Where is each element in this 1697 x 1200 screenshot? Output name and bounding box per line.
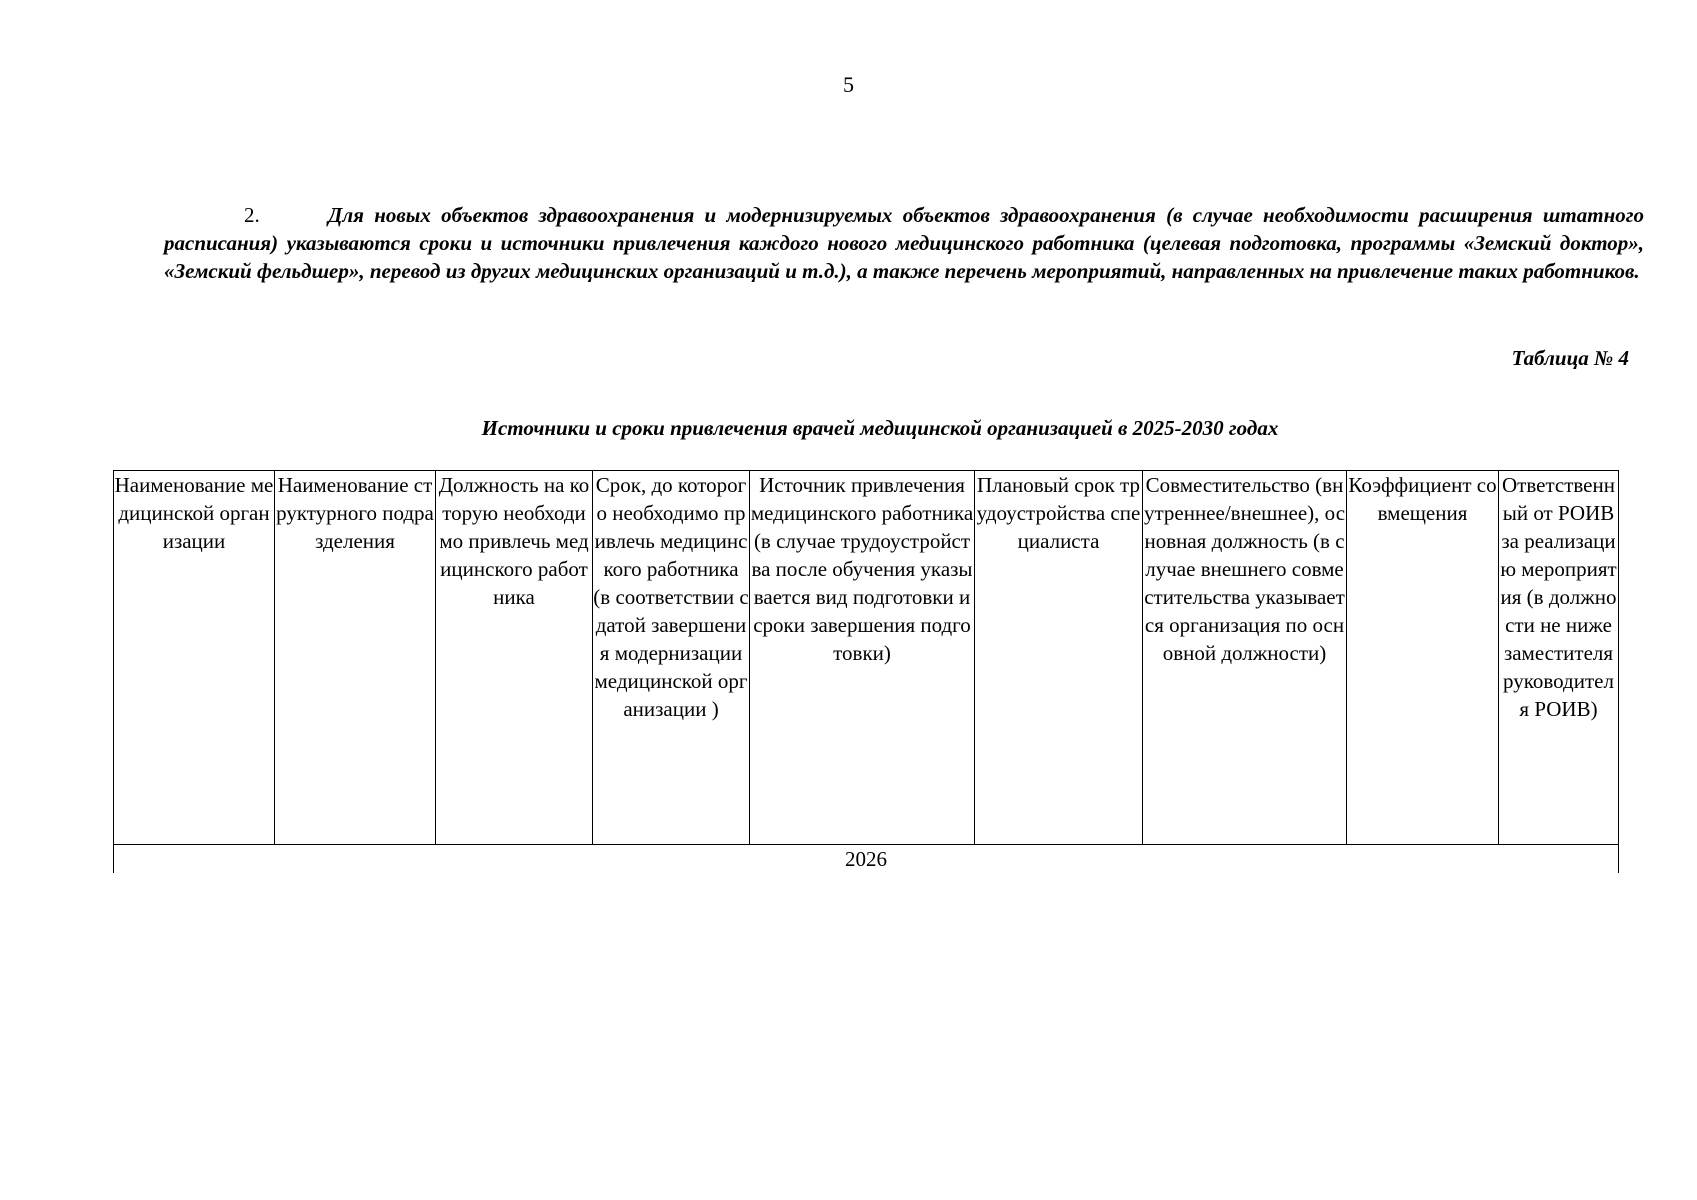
header-responsible: Ответственный от РОИВ за реализацию мероприятия (в должности не ниже заместителя руководителя РОИВ) — [1499, 471, 1619, 845]
note-text: Для новых объектов здравоохранения и модернизируемых объектов здравоохранения (в случае необходимости расширения штатного расписания) указываются сроки и источники привлечения каждого нового медицинского работника (целевая подготовка, программы «Земский доктор», «Земский фельдшер», перевод из других медицинских организаций и т.д.), а также перечень мероприятий, направленных на привлечение таких работников. — [164, 203, 1644, 283]
table-year-row — [114, 845, 1619, 874]
note-number: 2. — [244, 203, 260, 227]
header-deadline: Срок, до которого необходимо привлечь медицинского работника (в соответствии с датой завершения модернизации медицинской организации ) — [593, 471, 750, 845]
header-part-time: Совместительство (внутреннее/внешнее), основная должность (в случае внешнего совместительства указывается организация по основной должности) — [1143, 471, 1347, 845]
page-number: 5 — [843, 72, 854, 97]
note-paragraph — [164, 201, 1644, 285]
header-planned-date: Плановый срок трудоустройства специалиста — [975, 471, 1143, 845]
header-department: Наименование структурного подразделения — [275, 471, 436, 845]
year-cell: 2026 — [114, 845, 1619, 874]
table-header-row — [114, 471, 1619, 845]
table-title: Источники и сроки привлечения врачей медицинской организацией в 2025-2030 годах — [481, 416, 1279, 440]
header-organization: Наименование медицинской организации — [114, 471, 275, 845]
sources-table — [113, 470, 1619, 873]
table-label: Таблица № 4 — [1511, 346, 1629, 370]
header-coefficient: Коэффициент совмещения — [1347, 471, 1499, 845]
header-source: Источник привлечения медицинского работника (в случае трудоустройства после обучения указывается вид подготовки и сроки завершения подготовки) — [750, 471, 975, 845]
header-position: Должность на которую необходимо привлечь медицинского работника — [436, 471, 593, 845]
